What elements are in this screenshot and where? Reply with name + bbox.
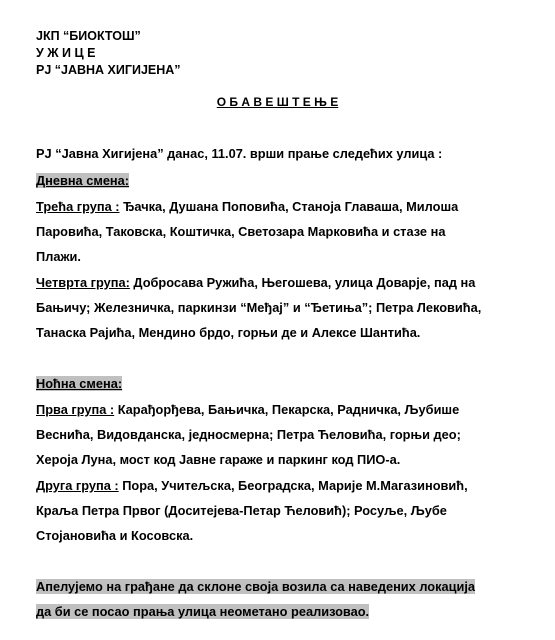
day-shift-heading <box>36 173 129 188</box>
day-line-6 <box>36 325 420 340</box>
line-text: Пора, Учитељска, Београдска, Марије М.Магазиновић, <box>118 478 468 493</box>
intro-paragraph: РЈ “Јавна Хигијена” данас, 11.07. врши прање следећих улица : <box>36 146 443 161</box>
day-line-5 <box>36 300 481 315</box>
appeal-text: да би се посао прања улица неометано реализовао. <box>36 604 370 619</box>
city-name: У Ж И Ц Е <box>36 46 96 60</box>
day-line-3 <box>36 249 81 264</box>
group-label: Четврта група: <box>36 275 130 290</box>
line-text: Хероја Луна, мост код Јавне гараже и паркинг код ПИО-а. <box>36 452 401 467</box>
appeal-line-2 <box>36 604 369 619</box>
line-text: Краља Петра Првог (Доситејева-Петар Ћеловић); Росуље, Љубе <box>36 503 447 518</box>
night-shift-heading-text: Ноћна смена: <box>36 376 123 391</box>
night-line-4 <box>36 478 468 493</box>
line-text: Плажи. <box>36 249 81 264</box>
night-line-1 <box>36 402 459 417</box>
line-text: Паровића, Таковска, Коштичка, Светозара Марковића и стазе на <box>36 224 446 239</box>
day-shift-heading-text: Дневна смена: <box>36 173 130 188</box>
night-line-5 <box>36 503 447 518</box>
night-line-2 <box>36 427 461 442</box>
line-text: Карађорђева, Бањичка, Пекарска, Радничка, Љубише <box>114 402 460 417</box>
line-text: Бањичу; Железничка, паркинзи “Међај” и “Ђетиња”; Петра Лековића, <box>36 300 482 315</box>
night-line-6 <box>36 528 193 543</box>
unit-name: РЈ “ЈАВНА ХИГИЈЕНА” <box>36 63 181 77</box>
line-text: Стојановића и Косовска. <box>36 528 194 543</box>
document-header <box>36 28 181 79</box>
group-label: Трећа група : <box>36 199 120 214</box>
appeal-text: Апелујемо на грађане да склоне своја возила са наведених локација <box>36 579 476 594</box>
group-label: Прва група : <box>36 402 115 417</box>
line-text: Веснића, Видовданска, једносмерна; Петра Ћеловића, горњи део; <box>36 427 461 442</box>
title-text: О Б А В Е Ш Т Е Њ Е <box>216 95 339 109</box>
line-text: Добросава Ружића, Његошева, улица Доварје, пад на <box>129 275 476 290</box>
day-line-4 <box>36 275 475 290</box>
night-line-3 <box>36 452 400 467</box>
line-text: Танаска Рајића, Мендино брдо, горњи де и Алексе Шантића. <box>36 325 421 340</box>
day-line-1 <box>36 199 458 214</box>
group-label: Друга група : <box>36 478 119 493</box>
night-shift-heading <box>36 376 122 391</box>
document-title <box>0 95 555 109</box>
line-text: Ђачка, Душана Поповића, Станоја Главаша, Милоша <box>119 199 459 214</box>
day-line-2 <box>36 224 445 239</box>
appeal-line-1 <box>36 579 475 594</box>
org-name: ЈКП “БИОКТОШ” <box>36 29 141 43</box>
